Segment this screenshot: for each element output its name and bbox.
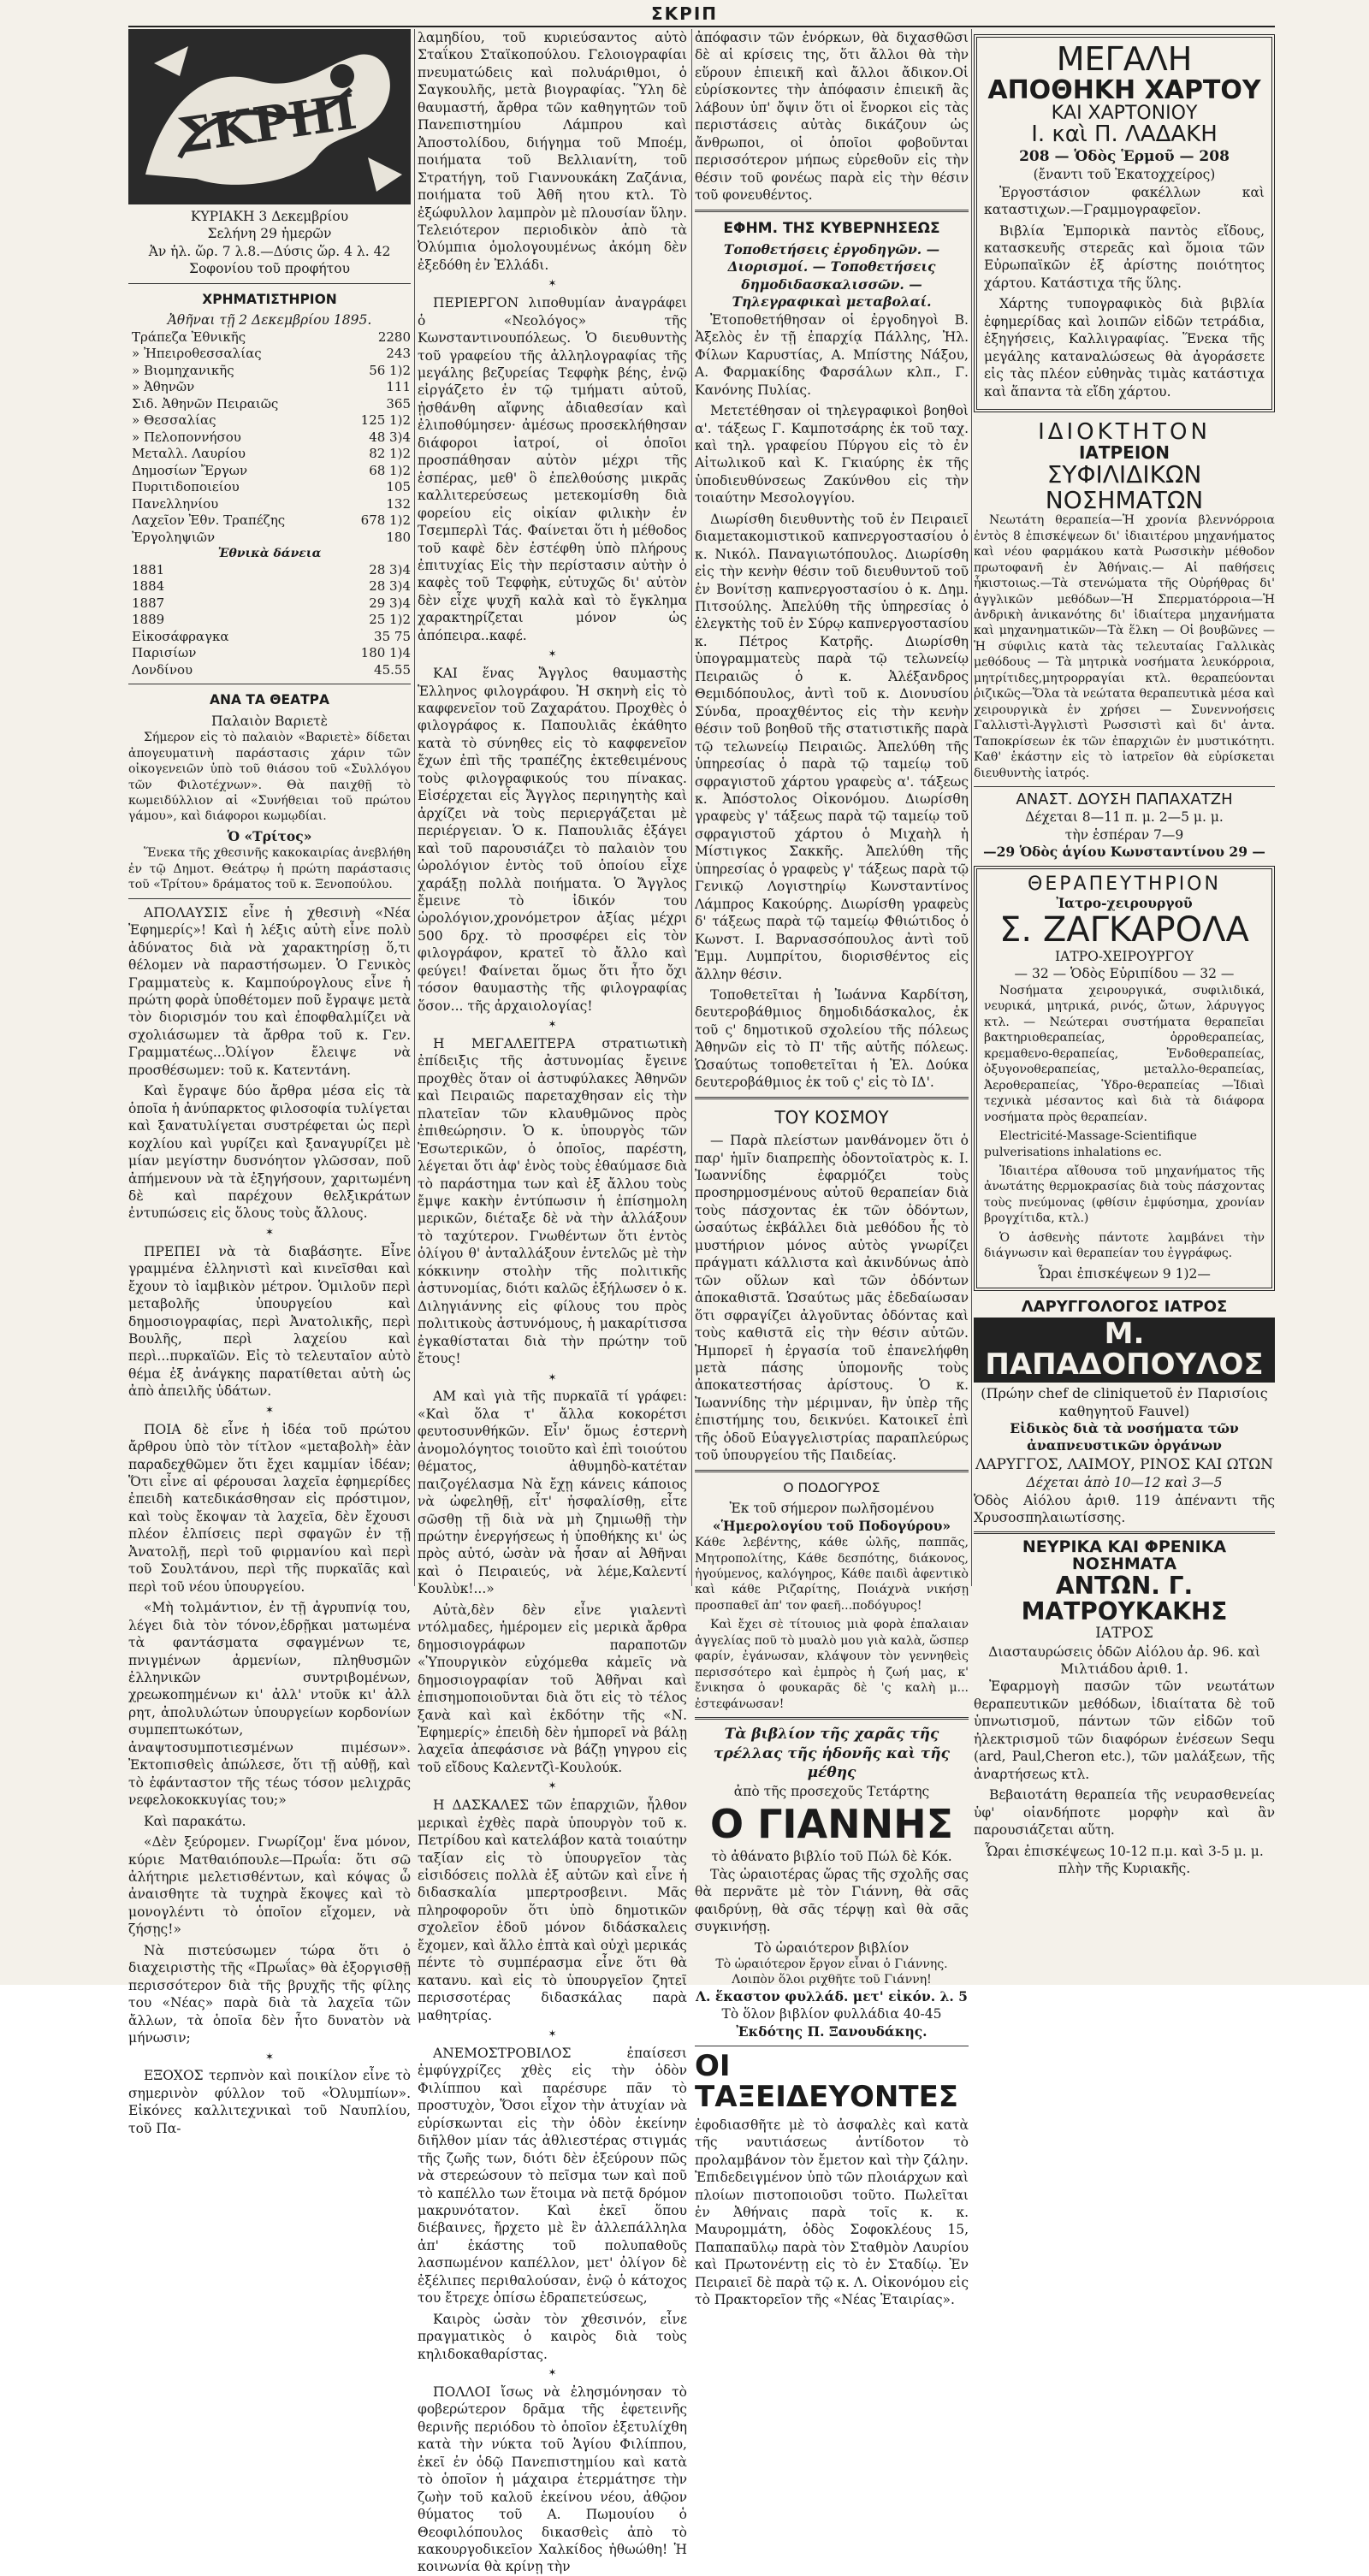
ad-paper-title: ΜΕΓΑΛΗ bbox=[1056, 40, 1193, 78]
table-row bbox=[128, 479, 411, 496]
table-row bbox=[128, 578, 411, 595]
article-kairos: Καιρὸς ὡσὰν τὸν χθεσινόν, εἶνε πραγματικὸς ὁ καιρὸς διὰ τοὺς κηλιδοκαθαρίστας. bbox=[418, 2311, 687, 2362]
row-value: 82 1)2 bbox=[369, 446, 411, 462]
table-row bbox=[128, 429, 411, 447]
column-3 bbox=[695, 29, 969, 2308]
article-anemostrovilos: ΑΝΕΜΟΣΤΡΟΒΙΛΟΣ ἐπαίσεσι ἐμφύγχρίζες χθὲς εἰς τὴν ὁδὸν Φιλίππου καὶ παρέσυρε πᾶν τὸ προστυχὸν, Ὅσοι εἶχον τὴν ἀτυχίαν νὰ εὑρίσκωνται εἰς τὴν ὁδὸν ἐκείνην διῆλθον μίαν τάς ἀθλιεστέρας στιγμάς τῆς ζωῆς των, διότι δὲν ἐξεύρουν πῶς νὰ στερεώσουν τὸ πεῖσμα των καὶ ποῦ τὸ καπέλλο των ἕτοιμα νὰ πετᾷ δρόμον μακρυνότατον. Καὶ ἐκεῖ ὅπου διέβαινες, ἤρχετο μὲ ἓν ἀλλεπάλληλα ἀπ' ἑκάστης τοῦ πολυπαθοῦς λασπωμένον καπέλλον, μετ' ὀλίγον δὲ ἐξέλιπες περιθαλούσαν, ἐνῷ ὁ κάτοχος του ἔτρεχε ὀπίσω ἐδραπετεύσεως, bbox=[418, 2045, 687, 2307]
theatre-text-2: Ἕνεκα τῆς χθεσινῆς κακοκαιρίας ἀνεβλήθη ἐν τῷ Δημοτ. Θεάτρῳ ἡ πρώτη παράστασις τοῦ «Τρίτου» δράματος τοῦ κ. Ξενοπούλου. bbox=[128, 846, 411, 892]
row-value: 180 bbox=[386, 529, 411, 545]
article-periergon: ΠΕΡΙΕΡΓΟΝ λιποθυμίαν ἀναγράφει ὁ «Νεολόγος» τῆς Κωνσταντινουπόλεως. Ὁ διευθυντὴς τοῦ γραφείου τῆς ἀλληλογραφίας τῆς μεγάλης βεζυρείας Τεφφὴκ βέης, ἐνῷ εἰργάζετο ἐν τῷ τμήματι αὐτοῦ, ᾐσθάνθη αἴφνης ἀδιαθεσίαν καὶ ἐλιποθύμησεν· ἀμέσως προσεκλήθησαν διάφοροι ἰατροί, οἱ ὁποῖοι προσπάθησαν αὐτὸν μέχρι τῆς ἑσπέρας, μεθ' ὃ ἐπελθούσης μικρᾶς καλλιτερεύσεως μετεκομίσθη διὰ φορείου εἰς οἰκίαν φιλικὴν ἐν Τσεμπερλὶ Τάς. Φαίνεται ὅτι ἡ μέθοδος τοῦ καφὲ δὲν ἐστέφθη ὑπὸ πλήρους ἐπιτυχίας Εἰς τὴν περίστασιν αὐτὴν ὁ καφὲς τοῦ Τεφφὴκ, εὐτυχῶς δι' αὐτὸν δὲν εἶχε ψυχῆ καλὰ καὶ τὸ ἔγκλημα χαρακτηρίζεται μόνον ὡς ἀπόπειρα..καφέ. bbox=[418, 295, 687, 643]
row-name: 1881 bbox=[132, 561, 165, 577]
masthead-logo bbox=[128, 29, 411, 204]
row-name: Μεταλλ. Λαυρίου bbox=[132, 446, 246, 462]
travellers-text: ἐφοδιασθῆτε μὲ τὸ ἀσφαλὲς καὶ κατὰ τῆς ναυτιάσεως ἀντίδοτον τὸ προλαμβάνον τὸν ἔμετον καὶ τὴν ζάλην. Ἐπιδεδειγμένον ὑπὸ τῶν πλοιάρχων καὶ πλοίων πιστοποιοῦσι τοῦτο. Πωλεῖται ἐν Ἀθήναις παρὰ τοῖς κ. κ. Μαυρομμάτη, ὁδὸς Σοφοκλέους 15, Παπαπαῦλῳ παρὰ τὸν Σταθμὸν Λαυρίου καὶ Πρωτονέντῃ εἰς τὸ ἐν Σταδίῳ. Ἐν Πειραιεῖ δὲ παρὰ τῷ κ. Λ. Οἰκονόμου εἰς τὸ Πρακτορεῖον τῆς «Νέας Ἑταιρίας». bbox=[695, 2117, 969, 2308]
ad-paper-text-2: Βιβλία Ἐμπορικὰ παντὸς εἴδους, κατασκευῆς στερεᾶς καὶ ὅμοια τῶν Εὐρωπαϊκῶν ἐξ ἀρίστης ποιότητος χάρτου. Κατάστιχα τῆς ὕλης. bbox=[984, 222, 1265, 291]
article-na: Νὰ πιστεύσωμεν τώρα ὅτι ὁ διαχειριστὴς τῆς «Πρωΐας» θὰ ἐξοργισθῇ περισσότερον διὰ τῆς βρυχῆς τῆς φίλης του «Νέας» παρὰ διὰ τὰ λαχεῖα τῶν ἄλλων, τὰ ὁποῖα δὲν ἦτο δυνατὸν νὰ μήνωσιν; bbox=[128, 1942, 411, 2046]
row-name: Ἐργοληψιῶν bbox=[132, 529, 216, 545]
table-row bbox=[128, 379, 411, 396]
ad-therapy-text-1: Νοσήματα χειρουργικά, συφιλιδικά, νευρικά, μητρικά, ρινός, ὤτων, λάρυγγος κτλ. — Νεώτεραι συστήματα θεραπεῖαι βακτηριοθεραπείας, ὀρροθεραπείας, κρεμαθενο-θεραπείας, Ἐνδοθεραπείας, ὀξυγονοθεραπείας, μεταλλο-θεραπείας, Ἀεροθεραπείας, Ὑδρο-θεραπείας —Ἰδιαὶ τεχνικὰ μέσαντος καὶ διὰ τὰ διάφορα νοσήματα πρὸς θεραπείαν. bbox=[984, 983, 1265, 1124]
row-value: 45.55 bbox=[374, 661, 411, 678]
top-rule bbox=[128, 26, 1275, 27]
kosmos-title: ΤΟΥ ΚΟΣΜΟΥ bbox=[774, 1106, 889, 1128]
row-name: » Βιομηχανικῆς bbox=[132, 362, 234, 378]
article-verdict: ἀπόφασιν τῶν ἐνόρκων, θὰ διχασθῶσι δὲ αἱ κρίσεις της, ὅτι ἄλλοι θὰ τὴν εὕρουν ἐπιεικῆ καὶ ἄλλοι ἄδικον.Οἱ εὑρίσκοντες τὴν ἀπόφασιν ἐπιεικῆ ἂς λάβουν ὑπ' ὄψιν ὅτι οἱ ἔνορκοι εἰς τὰς περιστάσεις αὐτὰς δικάζουν ὡς ἄνθρωποι, οἱ ὁποῖοι φοβοῦνται περισσότερον μήπως εὑρεθοῦν εἰς τὴν θέσιν τοῦ φονέως παρὰ εἰς τὴν θέσιν τοῦ φονευθέντος. bbox=[695, 30, 969, 204]
book-line-4: Τὸ ὡραιότερον βιβλίον bbox=[754, 1939, 910, 1956]
column-1: ΣΚΡΙΠ ΚΥΡΙΑΚΗ 3 Δεκεμβρίου Σελήνη 29 ἡμερῶν Ἀν ἡλ. ὥρ. 7 λ.8.—Δύσις ὥρ. 4 λ. 42 Σοφονίου τοῦ προφήτου ΧΡΗΜΑΤΙΣΤΗΡΙΟΝ Ἀθῆναι τῇ 2 Δεκεμβρίου 1895. Τράπεζα Ἐθνικῆς 2280 » Ἠπειροθεσσαλίας 243 » Βιομηχανικῆς 56 1)2 » Ἀθηνῶν 111 Σιδ. Ἀθηνῶν Πειραιῶς 365 » Θεσσαλίας 125 1)2 » Πελοποννήσου 48 3)4 Μεταλλ. Λαυρίου 82 1)2 Δημοσίων Ἔργων 68 1)2 Πυριτιδοποιείου 105 Πανελληνίου 132 Λαχεῖον Ἐθν. Τραπέζης 678 1)2 Ἐργοληψιῶν 180 Ἐθνικὰ δάνεια 1881 28 3)4 1884 28 3)4 1887 29 3)4 1889 25 1)2 Εἰκοσάφραγκα 35 75 Παρισίων 180 1)4 Λονδίνου 45.55 ΑΝΑ ΤΑ ΘΕΑΤΡΑ Παλαιὸν Βαριετὲ Σήμερον εἰς τὸ παλαιὸν «Βαριετὲ» δίδεται ἀπογευματινὴ παράστασις χάριν τῶν οἰκογενειῶν ὑπὸ τοῦ θιάσου τοῦ «Συλλόγου τῶν Φιλοτέχνων». Θὰ παιχθῇ τὸ κωμειδύλλιον αἱ «Συνήθειαι τοῦ πρώτου γάμου», καὶ διάφοροι κωμῳδίαι. Ὁ «Τρίτος» Ἕνεκα τῆς χθεσινῆς κακοκαιρίας ἀνεβλήθη ἐν τῷ Δημοτ. Θεάτρῳ ἡ πρώτη παράστασις τοῦ «Τρίτου» δράματος τοῦ κ. Ξενοπούλου. ΑΠΟΛΑΥΣΙΣ εἶνε ἡ χθεσινὴ «Νέα Ἐφημερίς»! Καὶ ἡ λέξις αὐτὴ εἶνε πολὺ ἀδύνατος διὰ νὰ χαρακτηρίσῃ ὅ,τι θέλομεν νὰ παραστήσωμεν. Ὁ Γενικὸς Γραμματεὺς κ. Καμπούρογλους εἶνε ἡ πρώτη φορὰ ὑποθέτομεν ποῦ ἔγραψε μετὰ τὸν διορισμόν του καὶ ἐποφθαλμίζει νὰ σχολιάσωμεν τὰ ἄρθρα τοῦ κ. Γεν. Γραμματέως...Ὀλίγον ἔλειψε νὰ προσθέσωμεν: τοῦ κ. Κατεντάνη. Καὶ ἔγραψε δύο ἄρθρα μέσα εἰς τὰ ὁποῖα ἡ ἀνύπαρκτος φιλοσοφία τυλίγεται καὶ ξανατυλίγεται συστρέφεται ὡς περὶ κοχλίου καὶ γυρίζει καὶ ξαναγυρίζει μὲ μίαν μεγίστην δυσνόητον γλῶσσαν, ποῦ ἀπήμενουν νὰ τὰ ἐξηγήσουν, χαριτωμένη δὲ καὶ παρέχουν θελξικράτων ἐντυπώσεις εἰς ὅλους τοὺς ἄλλους. ✶ ΠΡΕΠΕΙ νὰ τὰ διαβάσητε. Εἶνε γραμμένα ἐλληνιστὶ καὶ κινεῖσθαι καὶ ἔχουν τὸ ἰαμβικὸν μέτρον. Ὁμιλοῦν περὶ μεταβολῆς ὑπουργείου καὶ δημοσιογραφίας, περὶ Ἀνατολικῆς, περὶ Βουλῆς, περὶ λαχείου καὶ περὶ...πυρκαϊῶν. Εἰς τὸ τελευταῖον αὐτὸ θέμα ἐξ ἀνάγκης παρατίθεται αὐτὴ ὡς ἀπὸ ἀπειλῆς ὑδάτων. ✶ ΠΟΙΑ δὲ εἶνε ἡ ἰδέα τοῦ πρώτου ἄρθρου ὑπὸ τὸν τίτλον «μεταβολὴ» ἐὰν παραδεχθῶμεν ὅτι ἔχει καμμίαν ἰδέαν; Ὅτι εἶνε αἱ φέρουσαι λαχεῖα ἐφημερίδες ἐπειδὴ κατεδικάσθησαν εἰς πρόστιμον, καὶ τοὺς ἔκοψαν τὰ λαχεῖα, δὲν ἔχουσι πλέον ἐλπίσεις περὶ σφαγῶν ἐν τῇ Ἀνατολῇ, περὶ τοῦ φιρμανίου καὶ περὶ τοῦ Σουλτάνου, περὶ τῆς πυρκαϊᾶς καὶ περὶ τοῦ νέου ὑπουργείου. «Μὴ τολμάντιον, ἐν τῇ ἀγρυπνίᾳ του, λέγει διὰ τὸν τόνον,ἐδρῇκαι ματωμένα τὰ φαντάσματα σφαγμένων τε, πνιγμένων ἀρμενίων, πληθυσμῶν ἐλληνικῶν συντριβομένων, χρεωκοπημένων κι' ἀλλ' ντοῦκ κι' ἀλλ ρητ, ἀπολυλώτων ὑπουργείων κορδονίων συμπεπτωκότων, ἀναψτοσυμποτιεσμένων πιμέσων». Ἐκτοπισθεὶς ἀπώλεσε, ὅτι τῇ αὐθῇ, καὶ τὸ ἐφάνταστον τῆς τέως τόσον μελιχρᾶς νεφελοκοκκυγίας του;» Καὶ παρακάτω. «Δὲν ξεύρομεν. Γνωρίζομ' ἕνα μόνον, κύριε Ματθαιόπουλε—Πρωΐα: ὅτι σῶ ἀλήτηριε μελετισθέντων, καὶ κόψας ὦ ἀναισθητε τὰ τυχηρὰ ἔκοψες καὶ τὸ μονογλέντι τὸ ὁποῖον εἴχομεν, νὰ ζήσῃς!» Νὰ πιστεύσωμεν τώρα ὅτι ὁ διαχειριστὴς τῆς «Πρωΐας» θὰ ἐξοργισθῇ περισσότερον διὰ τῆς βρυχῆς τῆς φίλης του «Νέας» παρὰ διὰ τὰ λαχεῖα τῶν ἄλλων, τὰ ὁποῖα δὲν ἦτο δυνατὸν νὰ μήνωσιν; ✶ ΕΞΟΧΟΣ τερπνὸν καὶ ποικίλον εἶνε τὸ σημερινὸν φύλλον τοῦ «Ὀλυμπίων». Εἰκόνες καλλιτεχνικαὶ τοῦ Ναυπλίου, τοῦ Πα- bbox=[128, 29, 411, 1612]
article-polloi: ΠΟΛΛΟΙ ἴσως νὰ ἐλησμόνησαν τὸ φοβερώτερον δρᾶμα τῆς ἐφετεινῆς θερινῆς περιόδου τὸ ὁποῖον ἐξετυλίχθη κατὰ τὴν νύκτα τοῦ Ἁγίου Φιλίππου, ἐκεῖ ἐν ὁδῷ Πανεπιστημίου καὶ κατὰ τὸ ὁποῖον ἡ μάχαιρα ἐτερμάτησε τὴν ζωὴν τοῦ καλοῦ ἐκείνου νέου, ἀθῷον θύματος τοῦ Α. Πωμουίου ὁ Θεοφιλόπουλος δικασθεὶς ἀπὸ τὸ κακουργοδικεῖον Χαλκίδος ἠθωώθη! Ἡ κοινωνία θὰ κρίνῃ τὴν bbox=[418, 2384, 687, 2575]
row-name: 1889 bbox=[132, 612, 165, 628]
article-am: ΑΜ καὶ γιὰ τῆς πυρκαϊᾶ τί γράφει: «Καὶ ὅλα τ' ἄλλα κοκορέτσι φευτοσυνθήκῶν. Εἶν' ὅμως ἐστερνὴ ἀνομολόγητος τοιοῦτο καὶ ἐπὶ τοιούτου θέματος, ἀθυμηδὸ-κατέταν παιζογέλασμα Νὰ ἔχῃ κάνεις κάποιος νὰ ὠφεληθῇ, εἶτ' ἡσφαλίσθῃ, εἶτε σῶσθῃ τῇ διὰ νὰ μὴ ζημιωθῇ τὴν πρώτην ἐνεργήσεως ἡ ὑποθήκης κι' ὡς πρὸς αὐτό, ὡσὰν νὰ ἦσαν αἱ Ἀθῆναι καὶ ὁ Πειραιεύς, νὰ λέμε,Καλεντί Κουλὺκ!...» bbox=[418, 1389, 687, 1597]
article-olympia: λαμηδίου, τοῦ κυριεύσαντος αὐτὸ Σταΐκου Σταϊκοπούλου. Γελοιογραφίαι πνευματώδεις καὶ πολυάριθμοι, ὁ Σαγκουλῆς, μετὰ βιογραφίας. Ὕλη δὲ θαυμαστή, ἄρθρα τῶν καθηγητῶν τοῦ Πανεπιστημίου Λάμπρου καὶ Ἀποστολίδου, διήγημα τοῦ Μποέμ, ποιήματα τοῦ Βελλιανίτη, τοῦ Στρατήγη, τοῦ Γιαννουκάκη Ζαζάνια, ποιήματα τοῦ Ἀθῆ ητου κτλ. Τὸ ἐξώφυλλον λαμπρὸν μὲ πλουσίαν ὕλην. Τελειότερον περιοδικὸν ἀπὸ τὰ Ὀλύμπια ὁμολογουμένως ἀκόμη δὲν ἐξεδόθη ἐν Ἑλλάδι. bbox=[418, 30, 687, 273]
row-name: Δημοσίων Ἔργων bbox=[132, 462, 248, 478]
row-value: 68 1)2 bbox=[369, 462, 411, 478]
svg-text:ΣΚΡΙΠ: ΣΚΡΙΠ bbox=[175, 83, 360, 165]
row-value: 25 1)2 bbox=[369, 612, 411, 628]
row-name: Εἰκοσάφραγκα bbox=[132, 628, 229, 644]
article-den: «Δὲν ξεύρομεν. Γνωρίζομ' ἕνα μόνον, κύριε Ματθαιόπουλε—Πρωΐα: ὅτι σῶ ἀλήτηριε μελετισθέντων, καὶ κόψας ὦ ἀναισθητε τὰ τυχηρὰ ἔκοψες καὶ τὸ μονογλέντι τὸ ὁποῖον εἴχομεν, νὰ ζήσῃς!» bbox=[128, 1834, 411, 1938]
ad-therapy bbox=[974, 866, 1275, 1291]
table-row bbox=[128, 496, 411, 513]
gov-text-4: Τοποθετεῖται ἡ Ἰωάννα Καρδίτση, δευτεροβάθμιος δημοδιδάσκαλος, ἐκ τοῦ ς' δημοτικοῦ σχολείου τῆς πόλεως Ἀθηνῶν εἰς τὸ Π' τῆς αὐτῆς πόλεως. Ὡσαύτως τοποθετεῖται ἡ Ἐλ. Δούκα δευτεροβάθμιος ἐκ τοῦ ς' εἰς τὸ ΙΔ'. bbox=[695, 987, 969, 1091]
article-poia-2: «Μὴ τολμάντιον, ἐν τῇ ἀγρυπνίᾳ του, λέγει διὰ τὸν τόνον,ἐδρῇκαι ματωμένα τὰ φαντάσματα σφαγμένων τε, πνιγμένων ἀρμενίων, πληθυσμῶν ἐλληνικῶν συντριβομένων, χρεωκοπημένων κι' ἀλλ' ντοῦκ κι' ἀλλ ρητ, ἀπολυλώτων ὑπουργείων κορδονίων συμπεπτωκότων, ἀναψτοσυμποτιεσμένων πιμέσων». Ἐκτοπισθεὶς ἀπώλεσε, ὅτι τῇ αὐθῇ, καὶ τὸ ἐφάνταστον τῆς τέως τόσον μελιχρᾶς νεφελοκοκκυγίας του;» bbox=[128, 1600, 411, 1809]
row-name: Πανελληνίου bbox=[132, 495, 219, 512]
book-price: Λ. ἕκαστον φυλλάδ. μετ' εἰκόν. λ. 5 bbox=[696, 1987, 968, 2005]
row-name: Λαχεῖον Ἐθν. Τραπέζης bbox=[132, 512, 286, 529]
row-value: 243 bbox=[386, 346, 411, 362]
theatre-text: Σήμερον εἰς τὸ παλαιὸν «Βαριετὲ» δίδεται ἀπογευματινὴ παράστασις χάριν τῶν οἰκογενειῶν ὑπὸ τοῦ θιάσου τοῦ «Συλλόγου τῶν Φιλοτέχνων». Θὰ παιχθῇ τὸ κωμειδύλλιον αἱ «Συνήθειαι τοῦ πρώτου γάμου», καὶ διάφοροι κωμῳδίαι. bbox=[128, 731, 411, 824]
row-value: 105 bbox=[386, 479, 411, 495]
ad-neuro-text-2: Βεβαιοτάτη θεραπεία τῆς νευρασθενείας ὑφ' οἱανδήποτε μορφὴν καὶ ἂν παρουσιάζεται αὕτη. bbox=[974, 1787, 1275, 1839]
ad-laryngo-hours: Δέχεται ἀπὸ 10—12 καὶ 3—5 bbox=[1026, 1475, 1223, 1491]
ad-neuro-role: ΙΑΤΡΟΣ bbox=[1095, 1625, 1153, 1643]
table-row bbox=[128, 629, 411, 646]
ad-paper-name: Ι. καὶ Π. ΛΑΔΑΚΗ bbox=[1031, 121, 1218, 148]
table-row bbox=[128, 463, 411, 480]
ad-laryngo-name: Μ. ΠΑΠΑΔΟΠΟΥΛΟΣ bbox=[974, 1318, 1275, 1382]
ad-therapy-text-3: Ἰδιαιτέρα αἴθουσα τοῦ μηχανήματος τῆς ἀνωτάτης θερμοκρασίας διὰ τοὺς πάσχοντας τοὺς πνεύμονας (φθίσιν ἐμφύσημα, χρονίαν βρογχίτιδα, κτλ.) bbox=[984, 1164, 1265, 1226]
ad-therapy-name: Σ. ΖΑΓΚΑΡΟΛΑ bbox=[999, 909, 1249, 950]
exchange-date: Ἀθῆναι τῇ 2 Δεκεμβρίου 1895. bbox=[167, 312, 372, 329]
table-row bbox=[128, 662, 411, 679]
article-daskales: Η ΔΑΣΚΑΛΕΣ τῶν ἐπαρχιῶν, ἦλθον μερικαὶ ἐχθὲς παρὰ ὑπουργὸν τοῦ κ. Πετρίδου καὶ κατελάβον κατὰ τοιαύτην ταξίαν εἰς τὸ ὑπουργεῖον τὰς εἰσιδόσεις πολλὰ ἐξ αὐτῶν καὶ εἶνε ἡ διδασκαλία μπερτροσβεινι. Μᾶς πληροφοροῦν ὅτι ὑπὸ δημοτικῶν σχολεῖον ἐδοῦ μόνον διδάσκαλεις ἔχομεν, καὶ ἄλλο ἐπτὰ καὶ οὐχὶ μερικάς πέντε τὸ συμπέρασμα εἶνε ὅτι θὰ κατανυ. καὶ εἰς τὸ ὑπουργεῖον ζητεῖ περισσοτέρας διδασκάλας παρὰ μαθητρίας. bbox=[418, 1797, 687, 2023]
ad-laryngo-text-1: (Πρώην chef de cliniqueτοῦ ἐν Παρισίοις καθηγητοῦ Fauvel) bbox=[981, 1384, 1268, 1419]
ad-laryngo-text-3: ΛΑΡΥΓΓΟΣ, ΛΑΙΜΟΥ, ΡΙΝΟΣ ΚΑΙ ΩΤΩΝ bbox=[975, 1455, 1274, 1473]
row-value: 2280 bbox=[377, 329, 411, 345]
podogyros-text: Κάθε λεβέντης, κάθε ὡλῆς, παππᾶς, Μητροπολίτης, Κάθε δεσπότης, διάκονος, ἡγούμενος, καλόγηρος, Κάθε παιδὶ ἀφεντικὸ καὶ κάθε Ριζαρίτης, Ποιάχνὰ νικήσῃ προσπαθεῖ ἀπ' τον φαεῆ...ποδόγυρος! bbox=[695, 1536, 969, 1613]
ad-paper-address-2: (ἔναντι τοῦ Ἑκατοχχείρος) bbox=[1033, 167, 1216, 183]
table-row bbox=[128, 530, 411, 547]
book-date: ἀπὸ τῆς προσεχοῦς Τετάρτης bbox=[733, 1783, 930, 1799]
moon-line: Σελήνη 29 ἡμερῶν bbox=[207, 226, 332, 242]
table-row bbox=[128, 645, 411, 662]
table-row bbox=[128, 446, 411, 463]
book-title: Ο ΓΙΑΝΝΗΣ bbox=[709, 1801, 954, 1847]
ad-therapy-hours: Ὧραι ἐπισκέψεων 9 1)2— bbox=[1038, 1265, 1211, 1282]
podogyros-line-2: «Ἡμερολογίου τοῦ Ποδογύρου» bbox=[712, 1517, 951, 1534]
podogyros-title: Ο ΠΟΔΟΓΥΡΟΣ bbox=[783, 1479, 880, 1495]
book-line-5: Τὸ ὡραιότερον ἔργον εἶναι ὁ Γιάννης. Λοιπὸν ὅλοι ριχθῆτε τοῦ Γιάννη! bbox=[715, 1957, 948, 1987]
ad-neuro-name: ΑΝΤΩΝ. Γ. ΜΑΤΡΟΥΚΑΚΗΣ bbox=[1021, 1572, 1228, 1626]
article-apolaysis-2: Καὶ ἔγραψε δύο ἄρθρα μέσα εἰς τὰ ὁποῖα ἡ ἀνύπαρκτος φιλοσοφία τυλίγεται καὶ ξανατυλίγεται συστρέφεται ὡς περὶ κοχλίου καὶ γυρίζει καὶ ξαναγυρίζει μὲ μίαν μεγίστην δυσνόητον γλῶσσαν, ποῦ ἀπήμενουν νὰ τὰ ἐξηγήσουν, χαριτωμένη δὲ καὶ παρέχουν θελξικράτων ἐντυπώσεις εἰς ὅλους τοὺς ἄλλους. bbox=[128, 1083, 411, 1222]
ad-doctor-name: ΑΝΑΣΤ. ΔΟΥΣΗ ΠΑΠΑΧΑΤΖΗ bbox=[1016, 791, 1233, 809]
table-row bbox=[128, 363, 411, 380]
article-prepei: ΠΡΕΠΕΙ νὰ τὰ διαβάσητε. Εἶνε γραμμένα ἐλληνιστὶ καὶ κινεῖσθαι καὶ ἔχουν τὸ ἰαμβικὸν μέτρον. Ὁμιλοῦν περὶ μεταβολῆς ὑπουργείου καὶ δημοσιογραφίας, περὶ Ἀνατολικῆς, περὶ Βουλῆς, περὶ λαχείου καὶ περὶ...πυρκαϊῶν. Εἰς τὸ τελευταῖον αὐτὸ θέμα ἐξ ἀνάγκης παρατίθεται αὐτὴ ὡς ἀπὸ ἀπειλῆς ὑδάτων. bbox=[128, 1243, 411, 1400]
row-value: 28 3)4 bbox=[369, 561, 411, 577]
theatre-show: Ὁ «Τρίτος» bbox=[227, 827, 312, 844]
ad-doctor-evening: τὴν ἑσπέραν 7—9 bbox=[1064, 826, 1184, 843]
ad-paper-text-3: Χάρτης τυπογραφικὸς διὰ βιβλία ἐφημερίδας καὶ λοιπῶν εἰδῶν τετράδια, ἐξηγήσεις, Καλλιγραφίας. Ἕνεκα τῆς μεγάλης καταναλώσεως θὰ ἀγοράσετε εἰς τὰς πλέον εὐθηνὰς τιμὰς κατάστιχα καὶ ἅπαντα τὰ εἴδη χάρτου. bbox=[984, 296, 1265, 400]
ad-clinic-title: ΙΔΙΟΚΤΗΤΟΝ bbox=[1038, 419, 1211, 446]
ad-therapy-sub: Ἰατρο-χειρουργοῦ bbox=[1056, 894, 1193, 911]
table-row bbox=[128, 512, 411, 530]
podogyros-text-2: Καὶ ἔχει σὲ τίτουιος μιὰ φορὰ ἐπαλαιαν ἀγγελίας ποῦ τὸ μυαλὸ μου γιὰ καλὰ, ὥσπερ φαρίν, ἐγάνωσαν, κλάψουν τὸν γεννηθεὶς περισσότερο καὶ ἐμπρὸς ἡ ζωή μας, κ' ἔνικησα ὁ φουκαρᾶς δὲ 'ς καλὴ μ... ἐστεφάνωσαν! bbox=[695, 1618, 969, 1711]
ad-paper-store bbox=[974, 34, 1275, 412]
column-divider bbox=[971, 29, 972, 1586]
kosmos-text: — Παρὰ πλείστων μανθάνομεν ὅτι ὁ παρ' ἡμῖν διαπρεπὴς ὀδοντοϊατρὸς κ. Ι. Ἰωαννίδης ἐφαρμόζει τοὺς προσηρμοσμένους αὐτοῦ θεραπείαν διὰ τοὺς πάσχοντας ἐκ τῶν ὀδόντων, ὡσαύτως ἐκβάλλει διὰ μεθόδου ἧς τὸ μυστήριον μόνος αὐτὸς γνωρίζει πράγματι κάλλιστα καὶ ἀκινδύνως ἀπὸ τῶν οὕλων καὶ τῶν ὀδόντων ἀποκαθιστᾶ. Ὡσαύτως μᾶς ἐδεδαίωσαν ὅτι σφραγίζει ἀλγοῦντας ὀδόντας καὶ τοὺς καθιστᾶ εἰς τὴν θέσιν αὐτῶν. Ἠμπορεῖ ἡ ἐργασία τοῦ ἐπανελήφθη μετὰ πάσης ὑπομονῆς τοὺς ἀποκατεστήσας ἀρίστους. Ὁ κ. Ἰωαννίδης τὴν μέριμναν, ἣν ὑπὲρ τῆς ἐπιστήμης του, δεικνύει. Κατοικεῖ ἐπὶ τῆς ὁδοῦ Εὐαγγελιστρίας παραπλεύρως τοῦ ὑπουργείου τῆς Παιδείας. bbox=[695, 1133, 969, 1464]
theatre-sub: Παλαιὸν Βαριετὲ bbox=[210, 713, 328, 729]
row-name: Παρισίων bbox=[132, 645, 197, 661]
row-value: 678 1)2 bbox=[360, 512, 411, 529]
ad-therapy-title: ΘΕΡΑΠΕΥΤΗΡΙΟΝ bbox=[1028, 873, 1221, 896]
ad-neuro-title: ΝΕΥΡΙΚΑ ΚΑΙ ΦΡΕΝΙΚΑ ΝΟΣΗΜΑΤΑ bbox=[1022, 1537, 1227, 1574]
column-4 bbox=[974, 29, 1275, 1876]
row-name: Πυριτιδοποιείου bbox=[132, 479, 240, 495]
table-row bbox=[128, 396, 411, 413]
column-divider bbox=[414, 29, 415, 1586]
ad-therapy-role: ΙΑΤΡΟ-ΧΕΙΡΟΥΡΓΟΥ bbox=[1055, 948, 1194, 964]
row-name: Σιδ. Ἀθηνῶν Πειραιῶς bbox=[132, 395, 279, 412]
row-name: » Πελοποννήσου bbox=[132, 429, 241, 445]
article-kai: Καὶ παρακάτω. bbox=[144, 1813, 246, 1829]
ad-therapy-text-4: Ὁ ἀσθενὴς πάντοτε λαμβάνει τὴν διάγνωσιν καὶ θεραπείαν του ἐγγράφως. bbox=[984, 1230, 1265, 1261]
exchange-title: ΧΡΗΜΑΤΙΣΤΗΡΙΟΝ bbox=[202, 291, 337, 307]
book-text: Τὰς ὡραιοτέρας ὥρας τῆς σχολῆς σας θὰ περνᾶτε μὲ τὸν Γιάννη, θὰ σᾶς φαιδρύνῃ, θὰ σᾶς τέρψῃ καὶ θὰ σᾶς συγκινήσῃ. bbox=[695, 1866, 969, 1935]
ad-paper-address: 208 — Ὁδὸς Ἑρμοῦ — 208 bbox=[1019, 147, 1230, 165]
loans-table bbox=[128, 562, 411, 679]
gov-text-1: Ἐτοποθετήθησαν οἱ ἐργοδηγοὶ Β. Ἀξελὸς ἐν τῇ ἐπαρχίᾳ Πάλλης, Ἠλ. Φίλων Καρυστίας, Α. Μπίστης Νάξου, Α. Φαρμακίδης Φαρσάλων κλπ., Γ. Κανόνης Πυλίας. bbox=[695, 311, 969, 398]
row-value: 180 1)4 bbox=[360, 645, 411, 661]
row-value: 132 bbox=[386, 495, 411, 512]
article-poia: ΠΟΙΑ δὲ εἶνε ἡ ἰδέα τοῦ πρώτου ἄρθρου ὑπὸ τὸν τίτλον «μεταβολὴ» ἐὰν παραδεχθῶμεν ὅτι ἔχει καμμίαν ἰδέαν; Ὅτι εἶνε αἱ φέρουσαι λαχεῖα ἐφημερίδες ἐπειδὴ κατεδικάσθησαν εἰς πρόστιμον, καὶ τοὺς ἔκοψαν τὰ λαχεῖα, δὲν ἔχουσι πλέον ἐλπίσεις περὶ σφαγῶν ἐν τῇ Ἀνατολῇ, περὶ τοῦ φιρμανίου καὶ περὶ τοῦ Σουλτάνου, περὶ τῆς πυρκαϊᾶς καὶ περὶ τοῦ νέου ὑπουργείου. bbox=[128, 1421, 411, 1595]
row-name: 1884 bbox=[132, 578, 165, 595]
row-value: 111 bbox=[386, 379, 411, 395]
saint-line: Σοφονίου τοῦ προφήτου bbox=[188, 261, 350, 277]
gov-text-3: Διωρίσθη διευθυντὴς τοῦ ἐν Πειραιεῖ διαμετακομιστικοῦ καπνεργοστασίου ὁ κ. Νικόλ. Παναγιωτόπουλος. Διωρίσθη εἰς τὴν κενὴν θέσιν τοῦ διευθυντοῦ τοῦ ἐν Βονίτσῃ καπνεργοστασίου ὁ κ. Δημ. Πιτσούλης. Ἀπελύθη τῆς ὑπηρεσίας ὁ ἐλεγκτὴς τοῦ ἐν Σύρῳ καπνεργοστασίου κ. Πέτρος Κατρῆς. Διωρίσθη ὑπογραμματεὺς παρὰ τῷ τελωνείῳ Πειραιῶς ὁ κ. Ἀλέξανδρος Θεμιδόπουλος, ἀντὶ τοῦ κ. Διονυσίου Σύνδα, προαχθέντος εἰς τὴν κενὴν θέσιν τοῦ βοηθοῦ τῆς στατιστικῆς παρὰ τῷ τελωνείῳ Πειραιῶς. Ἀπελύθη τῆς ὑπηρεσίας ὁ παρὰ τῷ ταμείῳ τοῦ σφραγιστοῦ χάρτου γραφεὺς α'. τάξεως κ. Ἀπόστολος Οἰκονόμου. Διωρίσθη γραφεὺς γ' τάξεως παρὰ τῷ ταμείῳ τοῦ σφραγιστοῦ χάρτου ὁ Μιχαὴλ ἡ Μίστιγκος Σακκῆς. Ἀπελύθη τῆς ὑπηρεσίας ὁ γραφεὺς γ' τάξεως παρὰ τῷ Γενικῷ Λογιστηρίῳ Κωνσταντίνος Λάμπρος Κακούρης. Διωρίσθη γραφεὺς δ' τάξεως παρὰ τῷ ταμείῳ Φθιώτιδος ὁ Κωνστ. Ι. Βαρνασσόπουλος ἀντὶ τοῦ Ἐμμ. Λυμπρίτου, διορισθέντος εἰς ἄλλην θέσιν. bbox=[695, 511, 969, 982]
row-value: 29 3)4 bbox=[369, 595, 411, 611]
loans-title: Ἐθνικὰ δάνεια bbox=[217, 547, 322, 561]
book-parts: Τὸ ὅλον βιβλίον φυλλάδια 40-45 bbox=[721, 2006, 942, 2022]
article-afta: Αὐτὰ,δὲν δὲν εἶνε γιαλεντὶ ντόλμαδες, ἡμέρομεν εἰς μερικὰ ἄρθρα δημοσιογράφων παραποτῶν «Ὑπουργικὸν εὐχόμεθα κἀμεῖς νὰ δημοσιογραφίαν τοῦ Ἀθῆναι καὶ ἐπισημοποιοῦνται διὰ ὅτι εἰς τὸ τέλος ξανὰ καὶ καὶ ἐκδότην τῆς «Ν. Ἐφημερίς» ἐπειδὴ δὲν ἠμπορεῖ νὰ βάλῃ λαχεῖα ἀπεφάσισε νὰ βάζῃ γηγρου εἰς τοῦ εἴδους Καλεντζὶ-Κουλούκ. bbox=[418, 1602, 687, 1775]
date-line: ΚΥΡΙΑΚΗ 3 Δεκεμβρίου bbox=[190, 209, 349, 224]
column-divider bbox=[691, 29, 692, 1586]
table-row bbox=[128, 346, 411, 363]
ad-therapy-text-2: Electricité-Massage-Scientifique pulverisations inhalations ec. bbox=[984, 1129, 1197, 1159]
ad-neuro-hours: Ὧραι ἐπισκέψεως 10-12 π.μ. καὶ 3-5 μ. μ. πλὴν τῆς Κυριακῆς. bbox=[985, 1843, 1264, 1876]
ad-paper-title-2: ΑΠΟΘΗΚΗ ΧΑΡΤΟΥ bbox=[987, 74, 1261, 105]
row-name: Λονδίνου bbox=[132, 661, 193, 678]
table-row bbox=[128, 329, 411, 346]
ad-neuro-text-1: Ἐφαρμογὴ πασῶν τῶν νεωτάτων θεραπευτικῶν μεθόδων, ἰδιαίτατα δὲ τοῦ ὑπνωτισμοῦ, πάντων τῶν εἰδῶν τοῦ ἠλεκτρισμοῦ τῶν διαφόρων ἐνέσεων Sequ (ard, Paul,Cheron etc.), τῶν μαλάξεων, τῆς ἀναρτήσεως κτλ. bbox=[974, 1679, 1275, 1782]
row-name: » Θεσσαλίας bbox=[132, 412, 216, 429]
row-name: 1887 bbox=[132, 595, 165, 611]
book-tagline: Τὰ βιβλίον τῆς χαρᾶς τῆς τρέλλας τῆς ἡδονῆς καὶ τῆς μέθης bbox=[714, 1726, 950, 1782]
row-value: 56 1)2 bbox=[369, 362, 411, 378]
travellers-title: ΟΙ ΤΑΞΕΙΔΕΥΟΝΤΕΣ bbox=[695, 2049, 959, 2114]
ad-clinic-title-3: ΣΥΦΙΛΙΔΙΚΩΝ ΝΟΣΗΜΑΤΩΝ bbox=[1045, 460, 1204, 514]
ad-laryngo-text-2: Εἰδικὸς διὰ τὰ νοσήματα τῶν ἀναπνευστικῶν ὀργάνων bbox=[1010, 1419, 1239, 1454]
article-anglos: ΚΑΙ ἕνας Ἄγγλος θαυμαστὴς Ἑλληνος φιλογράφου. Ἡ σκηνὴ εἰς τὸ καφφενεῖον τοῦ Ζαχαράτου. Προχθὲς ὁ φιλογράφος κ. Παπουλιᾶς ἐκάθητο κατὰ τὸ σύνηθες εἰς τὸ καφφενεῖον ἔχων ἐπὶ τῆς τραπέζης ἐκτεθειμένους τοὺς φιλογραφικούς του πίνακας. Εἰσέρχεται εἷς Ἄγγλος περιηγητὴς καὶ ἀρχίζει νὰ τοὺς περιεργάζεται μὲ περιέργειαν. Ὁ κ. Παπουλιᾶς ἐξάγει καὶ τοῦ παρουσιάζει τὸ παλαιὸν του ὡρολόγιον ἐντὸς τοῦ ὁποίου εἶχε χαράξῃ πολλὰ ποιήματα. Ὁ Ἄγγλος ἔμεινε τὸ ἰδικόν του ὡρολόγιον,χρονόμετρον ἀξίας μέχρι 500 δρχ. τὸ προσφέρει εἰς τὸν φιλογράφον, κρατεῖ τὸ ἄλλο καὶ φεύγει! Φαίνεται ὅμως ὅτι ἦτο ὄχι τόσον θαυμαστὴς τῆς φιλογραφίας ὅσον... τῆς ἀρχαιολογίας! bbox=[418, 666, 687, 1014]
article-apolaysis: ΑΠΟΛΑΥΣΙΣ εἶνε ἡ χθεσινὴ «Νέα Ἐφημερίς»! Καὶ ἡ λέξις αὐτὴ εἶνε πολὺ ἀδύνατος διὰ νὰ χαρακτηρίσῃ ὅ,τι θέλομεν νὰ παραστήσωμεν. Ὁ Γενικὸς Γραμματεὺς κ. Καμπούρογλους εἶνε ἡ πρώτη φορὰ ὑποθέτομεν ποῦ ἔγραψε μετὰ τὸν διορισμόν του καὶ ἐποφθαλμίζει νὰ σχολιάσωμεν τὰ ἄρθρα τοῦ κ. Γεν. Γραμματέως...Ὀλίγον ἔλειψε νὰ προσθέσωμεν: τοῦ κ. Κατεντάνη. bbox=[128, 904, 411, 1078]
ad-doctor-hours: Δέχεται 8—11 π. μ. 2—5 μ. μ. bbox=[1025, 809, 1224, 826]
row-name: Τράπεζα Ἐθνικῆς bbox=[132, 329, 246, 345]
ad-laryngo-address: Ὁδὸς Αἰόλου ἀριθ. 119 ἀπέναντι τῆς Χρυσοσπηλαιωτίσσης. bbox=[974, 1492, 1275, 1526]
book-publisher: Ἐκδότης Π. Ξανουδάκης. bbox=[736, 2022, 927, 2040]
theatre-title: ΑΝΑ ΤΑ ΘΕΑΤΡΑ bbox=[209, 692, 329, 708]
podogyros-line-1: Ἐκ τοῦ σήμερον πωλῆσομένου bbox=[729, 1501, 934, 1517]
row-value: 125 1)2 bbox=[360, 412, 411, 429]
ad-clinic-title-2: ΙΑΤΡΕΙΟΝ bbox=[1078, 442, 1170, 464]
row-name: » Ἀθηνῶν bbox=[132, 379, 195, 395]
sun-line: Ἀν ἡλ. ὥρ. 7 λ.8.—Δύσις ὥρ. 4 λ. 42 bbox=[148, 243, 391, 259]
ad-neuro-address: Διασταυρώσεις ὁδῶν Αἰόλου ἀρ. 96. καὶ Μιλτιάδου ἀριθ. 1. bbox=[988, 1643, 1260, 1678]
ad-paper-text-1: Ἐργοστάσιον φακέλλων καὶ καταστιχων.—Γραμμογραφεῖον. bbox=[984, 184, 1265, 218]
book-author: τὸ ἀθάνατο βιβλίο τοῦ Πώλ δὲ Κόκ. bbox=[711, 1849, 952, 1865]
ad-therapy-address: — 32 — Ὁδὸς Εὐριπίδου — 32 — bbox=[1014, 966, 1235, 982]
article-exohos: ΕΞΟΧΟΣ τερπνὸν καὶ ποικίλον εἶνε τὸ σημερινὸν φύλλον τοῦ «Ὀλυμπίων». Εἰκόνες καλλιτεχνικαὶ τοῦ Ναυπλίου, τοῦ Πα- bbox=[128, 2068, 411, 2136]
ad-laryngo-title: ΛΑΡΥΓΓΟΛΟΓΟΣ ΙΑΤΡΟΣ bbox=[1021, 1298, 1228, 1317]
column-2: λαμηδίου, τοῦ κυριεύσαντος αὐτὸ Σταΐκου Σταϊκοπούλου. Γελοιογραφίαι πνευματώδεις καὶ πολυάριθμοι, ὁ Σαγκουλῆς, μετὰ βιογραφίας. Ὕλη δὲ θαυμαστή, ἄρθρα τῶν καθηγητῶν τοῦ Πανεπιστημίου Λάμπρου καὶ Ἀποστολίδου, διήγημα τοῦ Μποέμ, ποιήματα τοῦ Βελλιανίτη, τοῦ Στρατήγη, τοῦ Γιαννουκάκη Ζαζάνια, ποιήματα τοῦ Ἀθῆ ητου κτλ. Τὸ ἐξώφυλλον λαμπρὸν μὲ πλουσίαν ὕλην. Τελειότερον περιοδικὸν ἀπὸ τὰ Ὀλύμπια ὁμολογουμένως ἀκόμη δὲν ἐξεδόθη ἐν Ἑλλάδι. ✶ ΠΕΡΙΕΡΓΟΝ λιποθυμίαν ἀναγράφει ὁ «Νεολόγος» τῆς Κωνσταντινουπόλεως. Ὁ διευθυντὴς τοῦ γραφείου τῆς ἀλληλογραφίας τῆς μεγάλης βεζυρείας Τεφφὴκ βέης, ἐνῷ εἰργάζετο ἐν τῷ τμήματι αὐτοῦ, ᾐσθάνθη αἴφνης ἀδιαθεσίαν καὶ ἐλιποθύμησεν· ἀμέσως προσεκλήθησαν διάφοροι ἰατροί, οἱ ὁποῖοι προσπάθησαν αὐτὸν μέχρι τῆς ἑσπέρας, μεθ' ὃ ἐπελθούσης μικρᾶς καλλιτερεύσεως μετεκομίσθη διὰ φορείου εἰς οἰκίαν φιλικὴν ἐν Τσεμπερλὶ Τάς. Φαίνεται ὅτι ἡ μέθοδος τοῦ καφὲ δὲν ἐστέφθη ὑπὸ πλήρους ἐπιτυχίας Εἰς τὴν περίστασιν αὐτὴν ὁ καφὲς τοῦ Τεφφὴκ, εὐτυχῶς δι' αὐτὸν δὲν εἶχε ψυχῆ καλὰ καὶ τὸ ἔγκλημα χαρακτηρίζεται μόνον ὡς ἀπόπειρα..καφέ. ✶ ΚΑΙ ἕνας Ἄγγλος θαυμαστὴς Ἑλληνος φιλογράφου. Ἡ σκηνὴ εἰς τὸ καφφενεῖον τοῦ Ζαχαράτου. Προχθὲς ὁ φιλογράφος κ. Παπουλιᾶς ἐκάθητο κατὰ τὸ σύνηθες εἰς τὸ καφφενεῖον ἔχων ἐπὶ τῆς τραπέζης ἐκτεθειμένους τοὺς φιλογραφικούς του πίνακας. Εἰσέρχεται εἷς Ἄγγλος περιηγητὴς καὶ ἀρχίζει νὰ τοὺς περιεργάζεται μὲ περιέργειαν. Ὁ κ. Παπουλιᾶς ἐξάγει καὶ τοῦ παρουσιάζει τὸ παλαιὸν του ὡρολόγιον ἐντὸς τοῦ ὁποίου εἶχε χαράξῃ πολλὰ ποιήματα. Ὁ Ἄγγλος ἔμεινε τὸ ἰδικόν του ὡρολόγιον,χρονόμετρον ἀξίας μέχρι 500 δρχ. τὸ προσφέρει εἰς τὸν φιλογράφον, κρατεῖ τὸ ἄλλο καὶ φεύγει! Φαίνεται ὅμως ὅτι ἦτο ὄχι τόσον θαυμαστὴς τῆς φιλογραφίας ὅσον... τῆς ἀρχαιολογίας! ✶ Η ΜΕΓΑΛΕΙΤΕΡΑ στρατιωτικὴ ἐπίδειξις τῆς ἀστυνομίας ἔγεινε προχθὲς ὅταν οἱ ἀστυφύλακες Ἀθηνῶν καὶ Πειραιῶς παρεταχθησαν εἰς τὴν πλατεῖαν τῶν κλαυθμῶνος πρὸς ἐπιθεώρησιν. Ὁ κ. ὑπουργὸς τῶν Ἐσωτερικῶν, ὁ ὁποῖος, παρέστη, λέγεται ὅτι ἀφ' ἑνὸς τοὺς ἐθαύμασε διὰ τὸ παράστημα των καὶ ἐξ ἄλλου τοὺς ἔμψε κακὴν ἐντύπωσιν ἡ ἐπίσημολη μερικῶν, διέταξε δὲ νὰ τὴν ἀλλάξουν τὸ ταχύτερον. Γνωθέντων ὅτι ἐντὸς ὀλίγου θ' ἀνταλλάξουν ἐντελῶς μὲ τὴν κόκκινην στολὴν τῆς πολιτικῆς ἀστυνομίας, διότι καλῶς ἐξήλωσεν ὁ κ. Διληγιάννης εἰς φίλους του πρὸς πολιτικοὺς ἀστυνόμους, ἡ μακαρίτισσα ἐγκαθίσταται διὰ τὴν πρώτην τοῦ ἔτους! ✶ ΑΜ καὶ γιὰ τῆς πυρκαϊᾶ τί γράφει: «Καὶ ὅλα τ' ἄλλα κοκορέτσι φευτοσυνθήκῶν. Εἶν' ὅμως ἐστερνὴ ἀνομολόγητος τοιοῦτο καὶ ἐπὶ τοιούτου θέματος, ἀθυμηδὸ-κατέταν παιζογέλασμα Νὰ ἔχῃ κάνεις κάποιος νὰ ὠφεληθῇ, εἶτ' ἡσφαλίσθῃ, εἶτε σῶσθῃ τῇ διὰ νὰ μὴ ζημιωθῇ τὴν πρώτην ἐνεργήσεως ἡ ὑποθήκης κι' ὡς πρὸς αὐτό, ὡσὰν νὰ ἦσαν αἱ Ἀθῆναι καὶ ὁ Πειραιεύς, νὰ λέμε,Καλεντί Κουλὺκ!...» Αὐτὰ,δὲν δὲν εἶνε γιαλεντὶ ντόλμαδες, ἡμέρομεν εἰς μερικὰ ἄρθρα δημοσιογράφων παραποτῶν «Ὑπουργικὸν εὐχόμεθα κἀμεῖς νὰ δημοσιογραφίαν τοῦ Ἀθῆναι καὶ ἐπισημοποιοῦνται διὰ ὅτι εἰς τὸ τέλος ξανὰ καὶ καὶ ἐκδότην τῆς «Ν. Ἐφημερίς» ἐπειδὴ δὲν ἠμπορεῖ νὰ βάλῃ λαχεῖα ἀπεφάσισε νὰ βάζῃ γηγρου εἰς τοῦ εἴδους Καλεντζὶ-Κουλούκ. ✶ Η ΔΑΣΚΑΛΕΣ τῶν ἐπαρχιῶν, ἦλθον μερικαὶ ἐχθὲς παρὰ ὑπουργὸν τοῦ κ. Πετρίδου καὶ κατελάβον κατὰ τοιαύτην ταξίαν εἰς τὸ ὑπουργεῖον τὰς εἰσιδόσεις πολλὰ ἐξ αὐτῶν καὶ εἶνε ἡ διδασκαλία μπερτροσβεινι. Μᾶς πληροφοροῦν ὅτι ὑπὸ δημοτικῶν σχολεῖον ἐδοῦ μόνον διδάσκαλεις ἔχομεν, καὶ ἄλλο ἐπτὰ καὶ οὐχὶ μερικάς πέντε τὸ συμπέρασμα εἶνε ὅτι θὰ κατανυ. καὶ εἰς τὸ ὑπουργεῖον ζητεῖ περισσοτέρας διδασκάλας παρὰ μαθητρίας. ✶ ΑΝΕΜΟΣΤΡΟΒΙΛΟΣ ἐπαίσεσι ἐμφύγχρίζες χθὲς εἰς τὴν ὁδὸν Φιλίππου καὶ παρέσυρε πᾶν τὸ προστυχὸν, Ὅσοι εἶχον τὴν ἀτυχίαν νὰ εὑρίσκωνται εἰς τὴν ὁδὸν ἐκείνην διῆλθον μίαν τάς ἀθλιεστέρας στιγμάς τῆς ζωῆς των, διότι δὲν ἐξεύρουν πῶς νὰ στερεώσουν τὸ πεῖσμα των καὶ ποῦ τὸ καπέλλο των ἕτοιμα νὰ πετᾷ δρόμον μακρυνότατον. Καὶ ἐκεῖ ὅπου διέβαινες, ἤρχετο μὲ ἓν ἀλλεπάλληλα ἀπ' ἑκάστης τοῦ πολυπαθοῦς λασπωμένον καπέλλον, μετ' ὀλίγον δὲ ἐξέλιπες περιθαλούσαν, ἐνῷ ὁ κάτοχος του ἔτρεχε ὀπίσω ἐδραπετεύσεως, Καιρὸς ὡσὰν τὸν χθεσινόν, εἶνε πραγματικὸς ὁ καιρὸς διὰ τοὺς κηλιδοκαθαρίστας. ✶ ΠΟΛΛΟΙ ἴσως νὰ ἐλησμόνησαν τὸ φοβερώτερον δρᾶμα τῆς ἐφετεινῆς θερινῆς περιόδου τὸ ὁποῖον ἐξετυλίχθη κατὰ τὴν νύκτα τοῦ Ἁγίου Φιλίππου, ἐκεῖ ἐν ὁδῷ Πανεπιστημίου καὶ κατὰ τὸ ὁποῖον ἡ μάχαιρα ἐτερμάτησε τὴν ζωὴν τοῦ καλοῦ ἐκείνου νέου, ἀθῷον θύματος τοῦ Α. Πωμουίου ὁ Θεοφιλόπουλος δικασθεὶς ἀπὸ τὸ κακουργοδικεῖον Χαλκίδος ἠθωώθη! Ἡ κοινωνία θὰ κρίνῃ τὴν bbox=[418, 30, 687, 2575]
gov-text-2: Μετετέθησαν οἱ τηλεγραφικοὶ βοηθοὶ α'. τάξεως Γ. Καμποτσάρης ἐκ τοῦ ταχ. καὶ τηλ. γραφείου Πύργου εἰς τὸ ἐν Αἰτωλικοῦ καὶ Κ. Γκιαύρης ἐκ τῆς ὑποδιευθύνσεως Ζακύνθου εἰς τὴν τοιαύτην Μεσολογγίου. bbox=[695, 403, 969, 506]
row-value: 35 75 bbox=[374, 628, 411, 644]
table-row bbox=[128, 562, 411, 579]
ad-doctor-address: —29 Ὁδὸς ἁγίου Κωνσταντίνου 29 — bbox=[983, 843, 1265, 860]
ad-paper-title-3: ΚΑΙ ΧΑΡΤΟΝΙΟΥ bbox=[1051, 103, 1198, 125]
ad-clinic-text: Νεωτάτη θεραπεία—Ἡ χρονία βλεννόρροια ἐντὸς 8 ἐπισκέψεων δι' ἰδιαιτέρου μηχανήματος καὶ νέου φαρμάκου κατὰ Ρωσσικὴν μέθοδον πρωτοφανῆ ἐν Ἀθήναις.— Αἱ παθήσεις ἧκιστοιως.—Τὰ στενώματα τῆς Οὐρήθρας δι' ἀγγλικῶν μεθόδων—Ἡ Σπερματόρροια—Ἡ ἀνδρικὴ ἀνικανότης δι' ἰδιαίτερα μηχανήματα καὶ μηχανηματικῶν—Τὰ ἕλκη — Οἱ βουβῶνες — Ἡ σύφιλις κατὰ τὰς τελευταίας Γαλλικὰς μεθόδους — Τὰ μητρικὰ νοσήματα λευκόρροια, μητρίτιδες,μητρορραγίαι κτλ. θεραπεύονται ῥιζικῶς—Ὅλα τὰ νεώτατα θεραπευτικὰ μέσα καὶ χειρουργικὰ ἐν χρήσει — Συνεννοήσεις Γαλλιστὶ-Ἀγγλιστὶ Ρωσσιστὶ καὶ δι' ἀντα. Ταποκρίσεων ἐκ τῶν ἐπαρχιῶν ἐν μυστικότητι. Καθ' ἑκάστην εἰς τὸ ἰατρεῖον θὰ εὑρίσκεται διευθυντὴς ἰατρός. bbox=[974, 513, 1275, 780]
gov-sub: Τοποθετήσεις ἐργοδηγῶν. — Διορισμοί. — Τοποθετήσεις δημοδιδασκαλισσῶν. — Τηλεγραφικαὶ μεταβολαί. bbox=[723, 240, 940, 311]
row-value: 48 3)4 bbox=[369, 429, 411, 445]
masthead: ΣΚΡΙΠ bbox=[651, 3, 718, 24]
gov-title: ΕΦΗΜ. ΤΗΣ ΚΥΒΕΡΝΗΣΕΩΣ bbox=[723, 219, 940, 237]
row-name: » Ἠπειροθεσσαλίας bbox=[132, 346, 262, 362]
row-value: 28 3)4 bbox=[369, 578, 411, 595]
table-row bbox=[128, 612, 411, 629]
table-row bbox=[128, 595, 411, 613]
row-value: 365 bbox=[386, 395, 411, 412]
exchange-table bbox=[128, 329, 411, 547]
table-row bbox=[128, 412, 411, 429]
article-megaleitera: Η ΜΕΓΑΛΕΙΤΕΡΑ στρατιωτικὴ ἐπίδειξις τῆς ἀστυνομίας ἔγεινε προχθὲς ὅταν οἱ ἀστυφύλακες Ἀθηνῶν καὶ Πειραιῶς παρεταχθησαν εἰς τὴν πλατεῖαν τῶν κλαυθμῶνος πρὸς ἐπιθεώρησιν. Ὁ κ. ὑπουργὸς τῶν Ἐσωτερικῶν, ὁ ὁποῖος, παρέστη, λέγεται ὅτι ἀφ' ἑνὸς τοὺς ἐθαύμασε διὰ τὸ παράστημα των καὶ ἐξ ἄλλου τοὺς ἔμψε κακὴν ἐντύπωσιν ἡ ἐπίσημολη μερικῶν, διέταξε δὲ νὰ τὴν ἀλλάξουν τὸ ταχύτερον. Γνωθέντων ὅτι ἐντὸς ὀλίγου θ' ἀνταλλάξουν ἐντελῶς μὲ τὴν κόκκινην στολὴν τῆς πολιτικῆς ἀστυνομίας, διότι καλῶς ἐξήλωσεν ὁ κ. Διληγιάννης εἰς φίλους του πρὸς πολιτικοὺς ἀστυνόμους, ἡ μακαρίτισσα ἐγκαθίσταται διὰ τὴν πρώτην τοῦ ἔτους! bbox=[418, 1035, 687, 1367]
